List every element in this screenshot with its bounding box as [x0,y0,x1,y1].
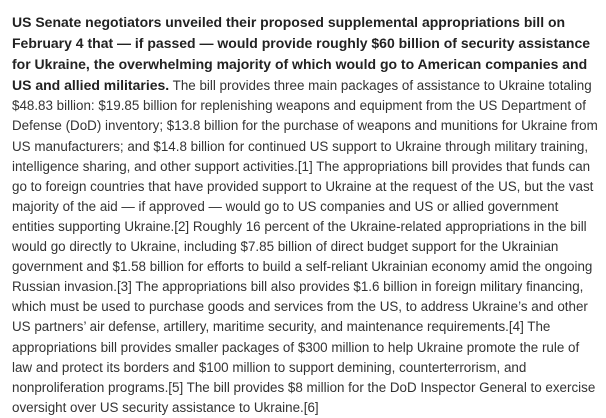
lead-sentence: US Senate negotiators unveiled their proposed supplemental appropriations bill on February 4 that — if passed — would provide roughly $60 billion of security assistance for Ukraine, the overwhelming majority of which would go to American companies and US and allied militaries. [12,14,591,94]
article-paragraph [12,12,602,418]
body-text: The bill provides three main packages of assistance to Ukraine totaling $48.83 billion: $19.85 billion for replenishing weapons and equipment from the US Department of Defense (DoD) inventory; $13.8 billion for the purchase of weapons and munitions for Ukraine from US manufacturers; and $14.8 billion for continued US support to Ukraine through military training, intelligence sharing, and other support activities.[1] The appropriations bill provides that funds can go to foreign countries that have provided support to Ukraine at the request of the US, but the vast majority of the aid — if approved — would go to US companies and US or allied government entities supporting Ukraine.[2] Roughly 16 percent of the Ukraine-related appropriations in the bill would go directly to Ukraine, including $7.85 billion of direct budget support for the Ukrainian government and $1.58 billion for efforts to build a self-reliant Ukrainian economy amid the ongoing Russian invasion.[3] The appropriations bill also provides $1.6 billion in foreign military financing, which must be used to purchase goods and services from the US, to address Ukraine’s and other US partners’ air defense, artillery, maritime security, and maintenance requirements.[4] The appropriations bill provides smaller packages of $300 million to help Ukraine promote the rule of law and protect its borders and $100 million to support demining, counterterrorism, and nonproliferation programs.[5] The bill provides $8 million for the DoD Inspector General to exercise oversight over US security assistance to Ukraine.[6] [12,78,598,415]
